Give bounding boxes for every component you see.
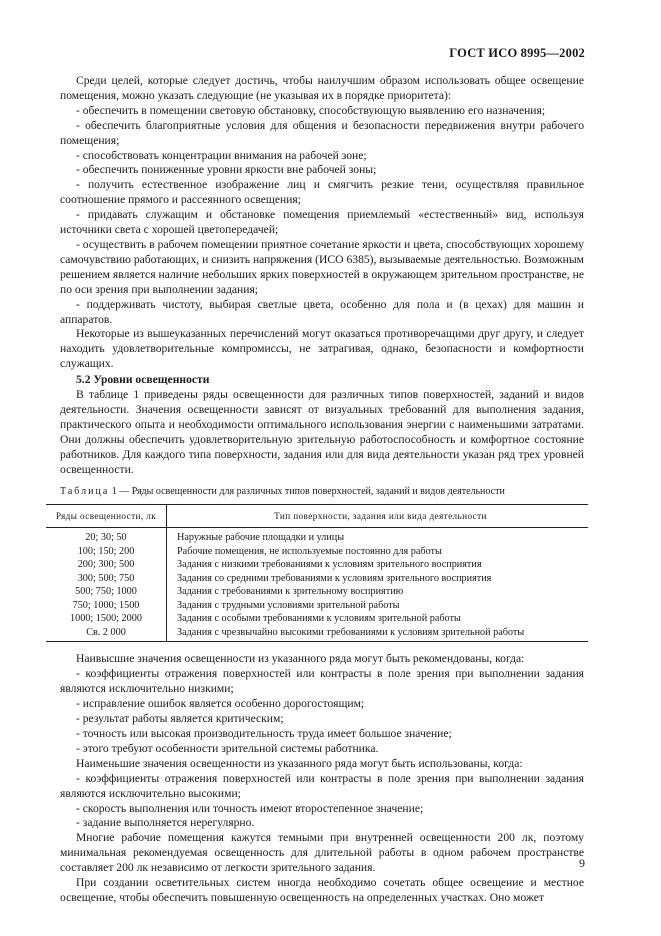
type-cell: Рабочие помещения, не используемые постоянно для работы [177, 545, 442, 557]
type-cell: Задания со средними требованиями к условиям зрительного восприятия [177, 572, 492, 584]
body-text [55, 74, 584, 906]
list-item: - обеспечить пониженные уровни яркости вне рабочей зоны; [76, 163, 377, 177]
list-item: - исправление ошибок является особенно дорогостоящим; [76, 697, 365, 711]
list-item: - этого требуют особенности зрительной системы работника. [76, 741, 379, 755]
type-cell: Задания с требованиями к зрительному восприятию [177, 586, 404, 598]
list-item: - придавать служащим и обстановке помещения приемлемый «естественный» вид, используя источники света с хорошей цветопередачей; [60, 208, 584, 237]
list-item: - осуществить в рабочем помещении приятное сочетание яркости и цвета, способствующих хорошему самочувствию работающих, и снизить напряжения (ИСО 6385), вызываемые деятельностью. Возможным решением является наличие небольших ярких поверхностей в окружающем зрительном пространстве, не по оси зрения при выполнении задания; [60, 237, 584, 296]
page-number: 9 [579, 856, 585, 870]
list-item: - скорость выполнения или точность имеют второстепенное значение; [76, 801, 424, 815]
lux-cell: Св. 2 000 [46, 626, 167, 642]
table-row [46, 528, 588, 545]
table-caption-label: Таблица [60, 486, 110, 498]
section-paragraph: В таблице 1 приведены ряды освещенности для различных типов поверхностей, заданий и видов деятельности. Значения освещенности зависят от визуальных требований для выполнения задания, практического опыта и необходимости оптимального использования энергии с наименьшими затратами. Они должны обеспечить удовлетворительную зрительную работоспособность и комфортное состояние работников. Для каждого типа поверхности, задания или для вида деятельности указан ряд трех уровней освещенности. [60, 388, 584, 476]
lux-cell: 20; 30; 50 [46, 528, 167, 545]
lux-cell: 300; 500; 750 [46, 572, 167, 586]
list-item: - коэффициенты отражения поверхностей или контрасты в поле зрения при выполнении задания являются исключительно высокими; [60, 771, 584, 800]
table-caption [60, 486, 584, 498]
type-cell: Задания с чрезвычайно высокими требованиями к условиям зрительной работы [167, 626, 589, 642]
column-header-type: Тип поверхности, задания или вида деятельности [167, 505, 589, 528]
list-item: - обеспечить благоприятные условия для общения и безопасности передвижения внутри рабочего помещения; [60, 118, 584, 147]
paragraph: Многие рабочие помещения кажутся темными при внутренней освещенности 200 лк, поэтому минимальная рекомендуемая освещенность для длительной работы в одном рабочем пространстве составляет 200 лк независимо от легкости зрительного задания. [60, 831, 584, 875]
table-row [46, 599, 588, 613]
table-row [46, 545, 588, 559]
type-cell: Наружные рабочие площадки и улицы [177, 532, 345, 544]
table-caption-text: 1 — Ряды освещенности для различных типов поверхностей, заданий и видов деятельности [111, 486, 505, 498]
illuminance-table [46, 504, 588, 642]
lux-cell: 500; 750; 1000 [46, 585, 167, 599]
lux-cell: 750; 1000; 1500 [46, 599, 167, 613]
table-row [46, 572, 588, 586]
list-item: - точность или высокая производительность труда имеет большое значение; [76, 727, 452, 740]
list-item: - задание выполняется нерегулярно. [76, 816, 255, 830]
section-heading: 5.2 Уровни освещенности [76, 373, 210, 387]
table-row [46, 558, 588, 572]
table-row [46, 626, 588, 642]
table-row [46, 585, 588, 599]
list-item: - результат работы является критическим; [76, 712, 284, 726]
intro-note: Некоторые из вышеуказанных перечислений могут оказаться противоречащими друг другу, и следует находить удовлетворительные компромиссы, не затрагивая, однако, безопасности и комфортности служащих. [60, 327, 584, 371]
lux-cell: 200; 300; 500 [46, 558, 167, 572]
type-cell: Задания с особыми требованиями к условиям зрительной работы [177, 613, 461, 625]
table-row [46, 612, 588, 626]
lux-cell: 1000; 1500; 2000 [46, 612, 167, 626]
list-item: - обеспечить в помещении световую обстановку, способствующую выявлению его назначения; [76, 103, 546, 117]
intro-lead: Среди целей, которые следует достичь, чтобы наилучшим образом использовать общее освещение помещения, можно указать следующие (не указывая их в порядке приоритета): [60, 74, 584, 102]
list-item: - получить естественное изображение лиц и смягчить резкие тени, осуществляя правильное соотношение прямого и рассеянного освещения; [60, 178, 584, 207]
highest-values-lead: Наивысшие значения освещенности из указанного ряда могут быть рекомендованы, когда: [76, 652, 525, 666]
lowest-values-lead: Наименьшие значения освещенности из указанного ряда могут быть использованы, когда: [76, 756, 523, 770]
standard-header: ГОСТ ИСО 8995—2002 [449, 46, 585, 60]
lux-cell: 100; 150; 200 [46, 545, 167, 559]
paragraph: При создании осветительных систем иногда необходимо сочетать общее освещение и местное освещение, чтобы обеспечить повышенную освещенность на определенных участках. Оно может [60, 876, 584, 904]
column-header-lux: Ряды освещенности, лк [46, 505, 167, 528]
list-item: - поддерживать чистоту, выбирая светлые цвета, особенно для пола и (в цехах) для машин и аппаратов. [60, 297, 584, 326]
type-cell: Задания с трудными условиями зрительной работы [177, 599, 400, 611]
type-cell: Задания с низкими требованиями к условиям зрительного восприятия [177, 559, 482, 571]
table-header-row [46, 505, 588, 528]
list-item: - коэффициенты отражения поверхностей или контрасты в поле зрения при выполнении задания являются исключительно низкими; [60, 667, 584, 696]
list-item: - способствовать концентрации внимания на рабочей зоне; [76, 148, 367, 162]
